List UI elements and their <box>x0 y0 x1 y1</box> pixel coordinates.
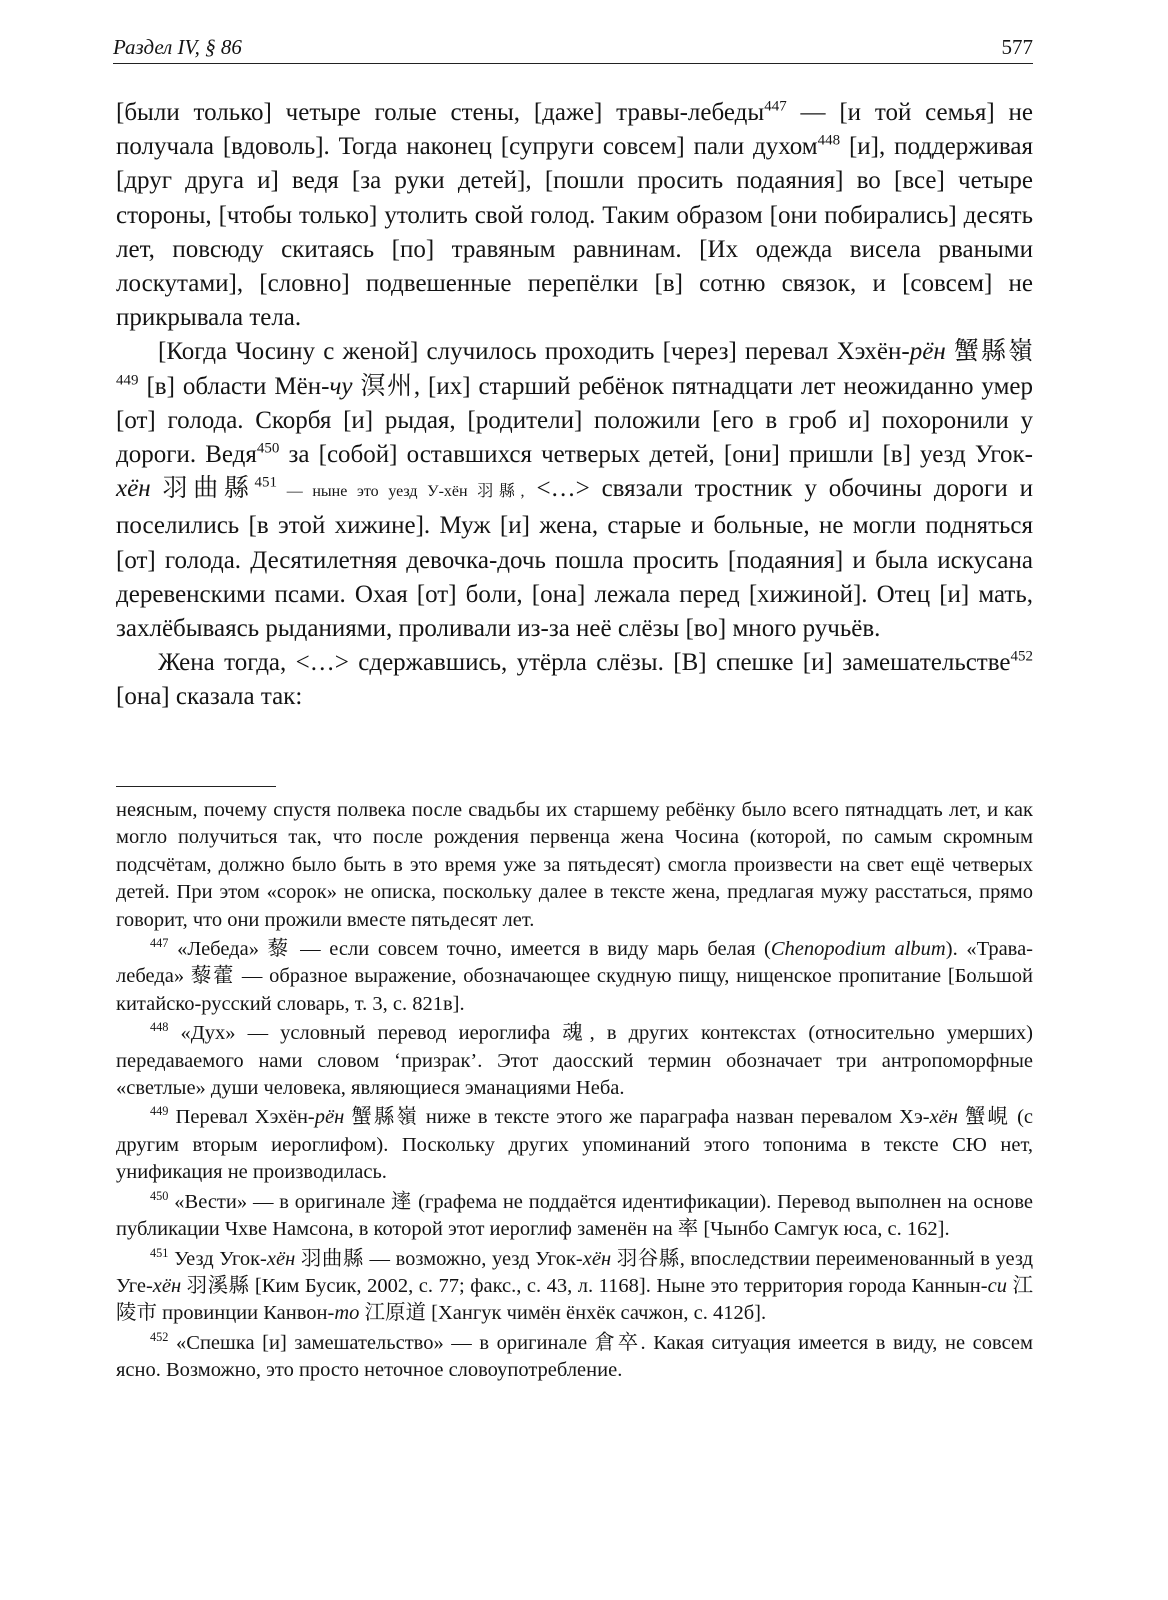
footnotes <box>116 797 1033 1387</box>
paragraph-3: Жена тогда, <…> сдержавшись, утёрла слёзы. [В] спешке [и] замешательстве$^{452}$ [она] сказала так: <box>116 648 1033 711</box>
footnote-ref-450[interactable]: 450 <box>256 440 280 457</box>
footnote-ref-449[interactable]: 449 <box>116 372 139 389</box>
paragraph-2: [Когда Чосину с женой] случилось проходить [через] перевал Хэхён-рён 蟹縣嶺$^{449}$ [в] области Мён-чу 溟州, [их] старший ребёнок пятнадцати лет неожиданно умер [от] голода. Скорбя [и] рыдая, [родители] положили [его в гроб и] похоронили у дороги. Ведя$^{450}$ за [собой] оставшихся четверых детей, [они] пришли [в] уезд Угок-хён 羽曲縣$^{451}$ — ныне это уезд У-хён 羽縣, <…> связали тростник у обочины дороги и поселились [в этой хижине]. Муж [и] жена, старые и больные, не могли подняться [от] голода. Десятилетняя девочка-дочь пошла просить [подаяния] и была искусана деревенскими псами. Охая [от] боли, [она] лежала перед [хижиной]. Отец [и] мать, захлёбываясь рыданиями, проливали из-за неё слёзы [во] много ручьёв. <box>116 338 1033 643</box>
footnote-ref-451[interactable]: 451 <box>254 474 278 491</box>
paragraph-1: [были только] четыре голые стены, [даже] травы-лебеды$^{447}$ — [и той семья] не получала [вдоволь]. Тогда наконец [супруги совсем] пали духом$^{448}$ [и], поддерживая [друг друга и] ведя [за руки детей], [пошли просить подаяния] во [все] четыре стороны, [чтобы только] утолить свой голод. Таким образом [они побирались] десять лет, повсюду скитаясь [по] травяным равнинам. [Их одежда висела рваными лоскутами], [словно] подвешенные перепёлки [в] сотню связок, и [совсем] не прикрывала тела. <box>116 98 1033 332</box>
footnote-ref-447[interactable]: 447 <box>764 98 787 115</box>
footnote-ref-448[interactable]: 448 <box>817 132 841 149</box>
page-header <box>113 33 1033 64</box>
footnote-separator <box>116 786 276 787</box>
footnote-449: $^{449}$ Перевал Хэхён-рён 蟹縣嶺 ниже в тексте этого же параграфа назван перевалом Хэ-хён 蟹峴 (с другим вторым иероглифом). Поскольку других упоминаний этого топонима в тексте СЮ нет, унификация не производилась. <box>116 1104 1033 1184</box>
inline-gloss: — ныне это уезд У-хён 羽縣, <box>277 483 525 501</box>
main-text <box>116 96 1033 715</box>
running-head: Раздел IV, § 86 <box>113 35 242 59</box>
footnote-452: $^{452}$ «Спешка [и] замешательство» — в оригинале 倉卒. Какая ситуация имеется в виду, не совсем ясно. Возможно, это просто неточное словоупотребление. <box>116 1329 1033 1382</box>
footnote-451: $^{451}$ Уезд Угок-хён 羽曲縣 — возможно, уезд Угок-хён 羽谷縣, впоследствии переименованный в уезд Уге-хён 羽溪縣 [Ким Бусик, 2002, с. 77; факс., с. 43, л. 1168]. Ныне это территория города Каннын-си 江陵市 провинции Канвон-то 江原道 [Хангук чимён ёнхёк сачжон, с. 412б]. <box>116 1245 1033 1325</box>
footnote-ref-452[interactable]: 452 <box>1010 648 1033 665</box>
page-number: 577 <box>1001 35 1033 59</box>
footnote-continuation: неясным, почему спустя полвека после свадьбы их старшему ребёнку было всего пятнадцать лет, и как могло получиться так, что после рождения первенца жена Чосина (которой, по самым скромным подсчётам, должно было быть в это время уже за пятьдесят) смогла произвести на свет ещё четверых детей. При этом «сорок» не описка, поскольку далее в тексте жена, предлагая мужу расстаться, прямо говорит, что они прожили вместе пятьдесят лет. <box>116 799 1033 931</box>
footnote-447: $^{447}$ «Лебеда» 藜 — если совсем точно, имеется в виду марь белая (Chenopodium album). «Трава-лебеда» 藜藿 — образное выражение, обозначающее скудную пищу, нищенское пропитание [Большой китайско-русский словарь, т. 3, с. 821в]. <box>116 936 1033 1015</box>
footnote-450: $^{450}$ «Вести» — в оригинале 䢦 (графема не поддаётся идентификации). Перевод выполнен на основе публикации Чхве Намсона, в которой этот иероглиф заменён на 率 [Чынбо Самгук юса, с. 162]. <box>116 1188 1033 1241</box>
footnote-448: $^{448}$ «Дух» — условный перевод иероглифа 魂, в других контекстах (относительно умерших) передаваемого нами словом ‘призрак’. Этот даосский термин обозначает три антропоморфные «светлые» души человека, являющиеся эманациями Неба. <box>116 1020 1033 1100</box>
